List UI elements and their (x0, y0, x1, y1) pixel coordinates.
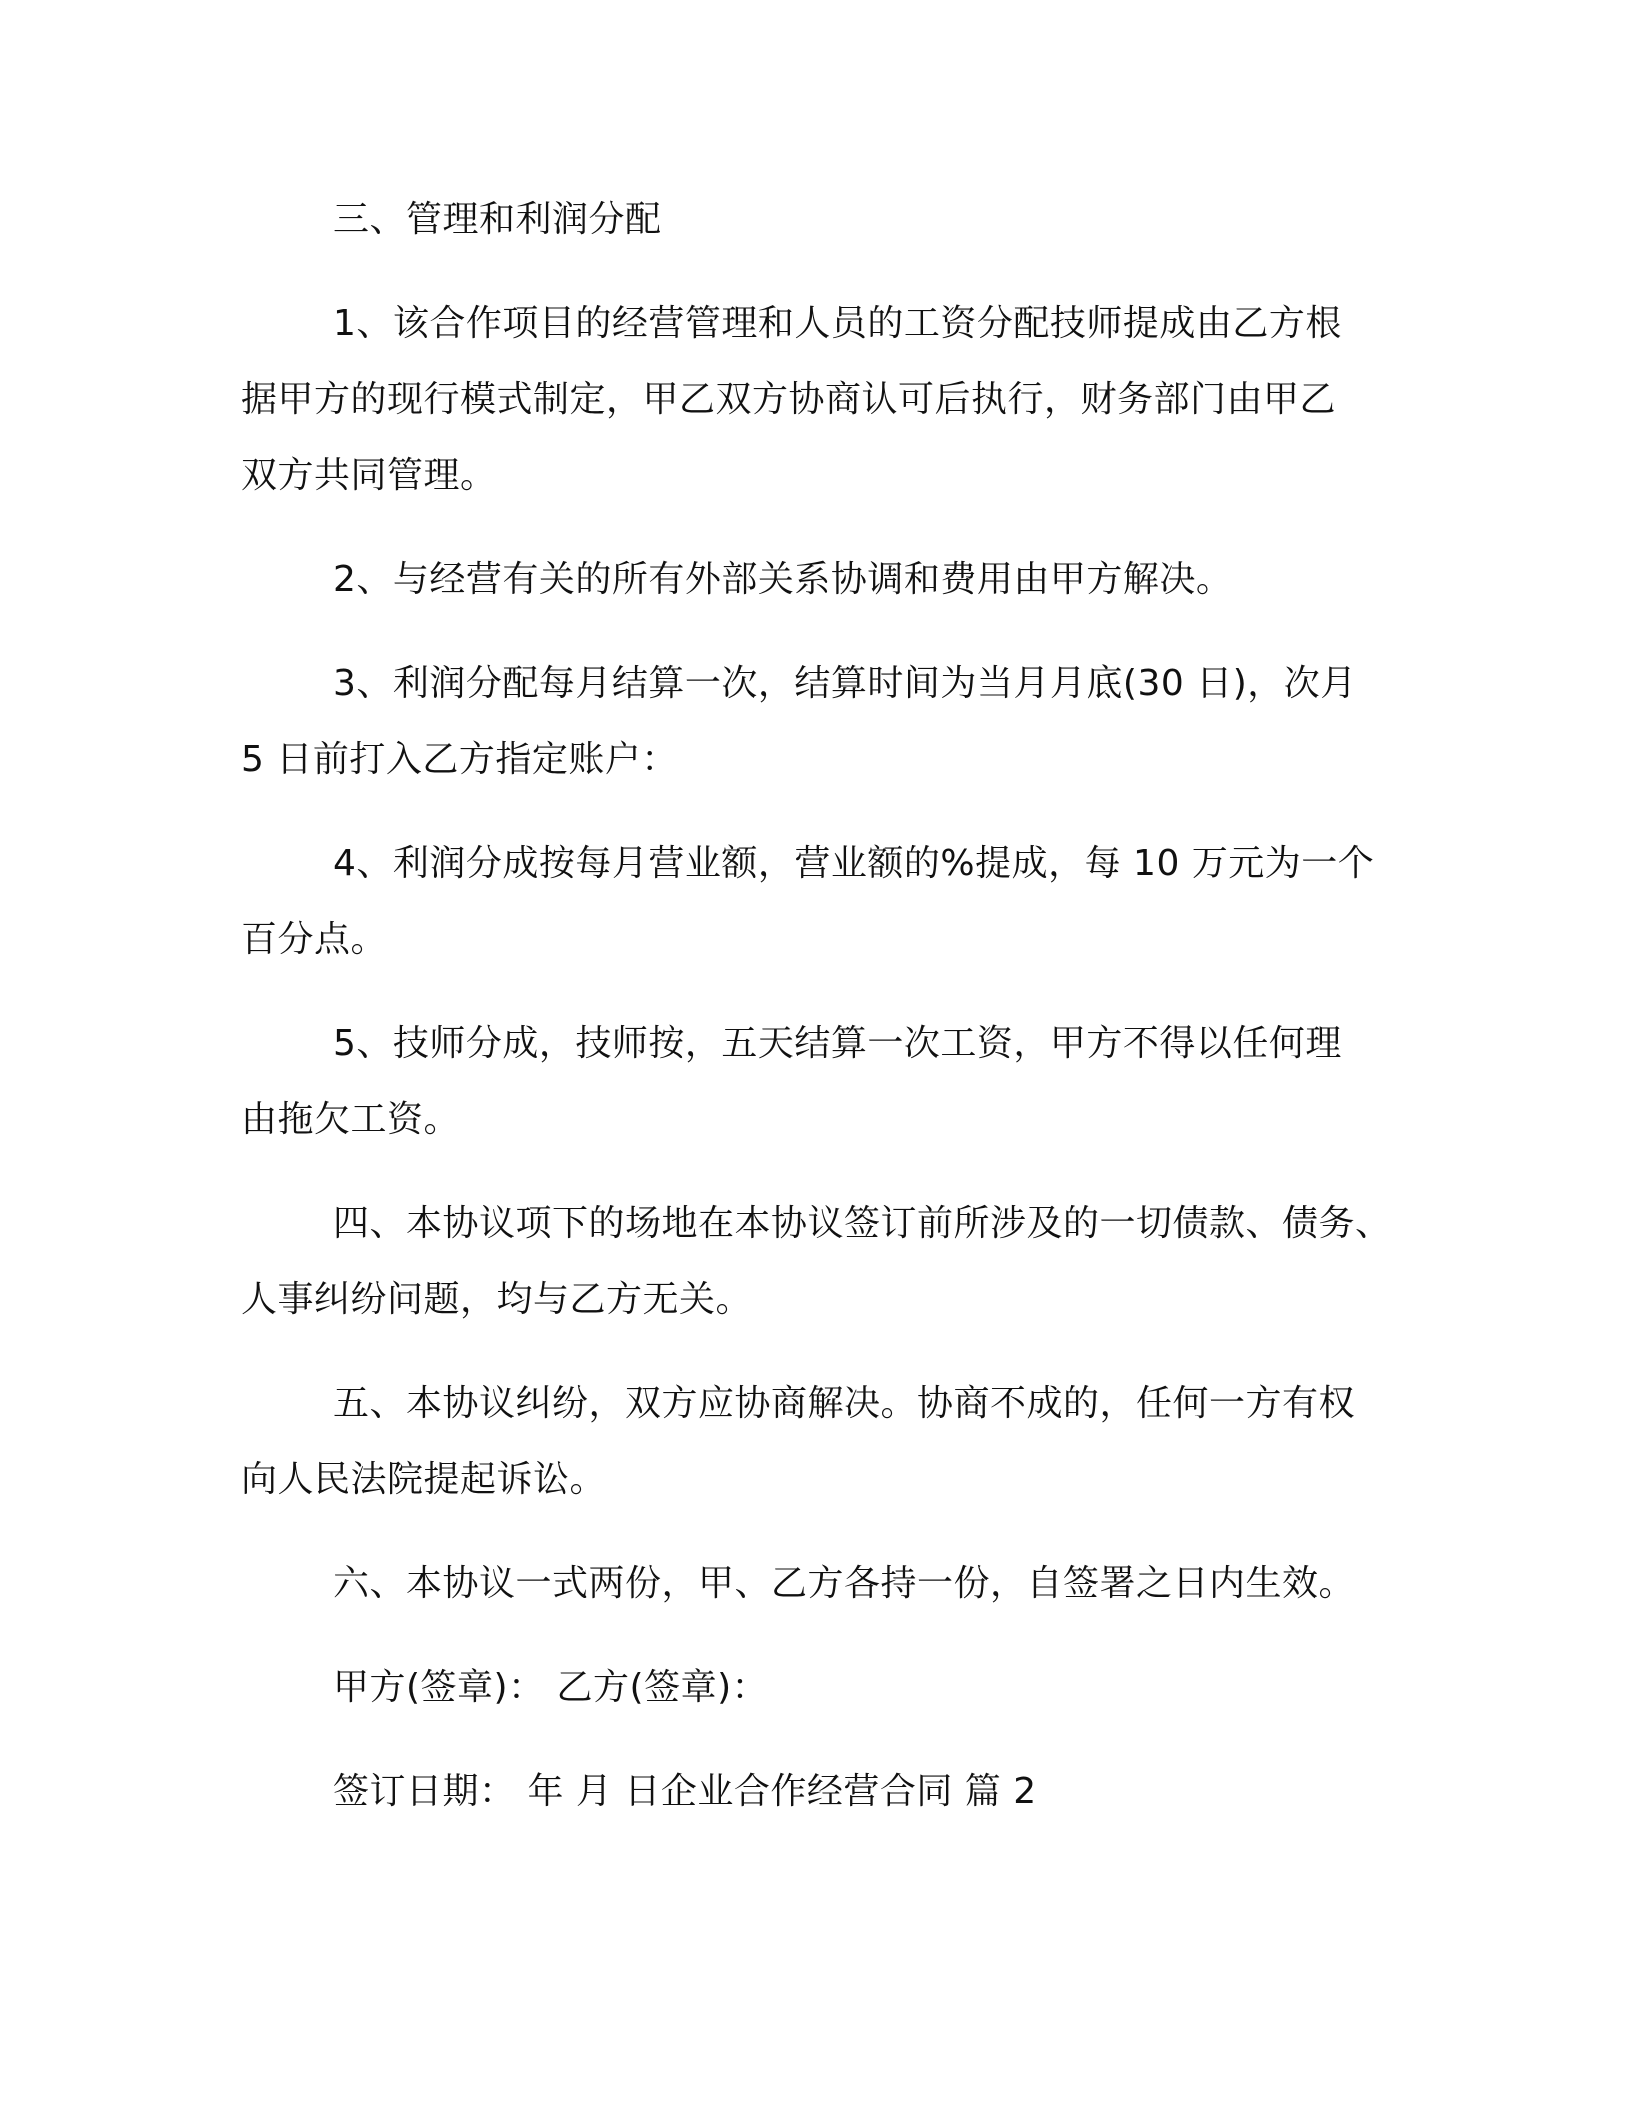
section-heading-management: 三、管理和利润分配 (333, 199, 662, 240)
clause-4-line-2: 百分点。 (241, 919, 388, 960)
signature-line: 甲方(签章)： 乙方(签章)： (333, 1667, 769, 1708)
clause-3-line-1: 3、利润分配每月结算一次，结算时间为当月月底(30 日)，次月 (333, 663, 1357, 704)
section-4-line-1: 四、本协议项下的场地在本协议签订前所涉及的一切债款、债务、 (333, 1203, 1392, 1244)
clause-3-line-2: 5 日前打入乙方指定账户： (241, 739, 678, 780)
clause-5-line-2: 由拖欠工资。 (241, 1099, 461, 1140)
clause-1-line-2: 据甲方的现行模式制定，甲乙双方协商认可后执行，财务部门由甲乙 (241, 379, 1337, 420)
clause-1-line-3: 双方共同管理。 (241, 455, 497, 496)
clause-5-line-1: 5、技师分成，技师按，五天结算一次工资，甲方不得以任何理 (333, 1023, 1342, 1064)
clause-1-line-1: 1、该合作项目的经营管理和人员的工资分配技师提成由乙方根 (333, 303, 1342, 344)
date-line: 签订日期： 年 月 日企业合作经营合同 篇 2 (333, 1771, 1037, 1812)
clause-2-line-1: 2、与经营有关的所有外部关系协调和费用由甲方解决。 (333, 559, 1233, 600)
section-5-line-2: 向人民法院提起诉讼。 (241, 1459, 607, 1500)
section-6-line-1: 六、本协议一式两份，甲、乙方各持一份，自签署之日内生效。 (333, 1563, 1356, 1604)
section-5-line-1: 五、本协议纠纷，双方应协商解决。协商不成的，任何一方有权 (333, 1383, 1356, 1424)
section-4-line-2: 人事纠纷问题，均与乙方无关。 (241, 1279, 753, 1320)
clause-4-line-1: 4、利润分成按每月营业额，营业额的%提成，每 10 万元为一个 (333, 843, 1375, 884)
